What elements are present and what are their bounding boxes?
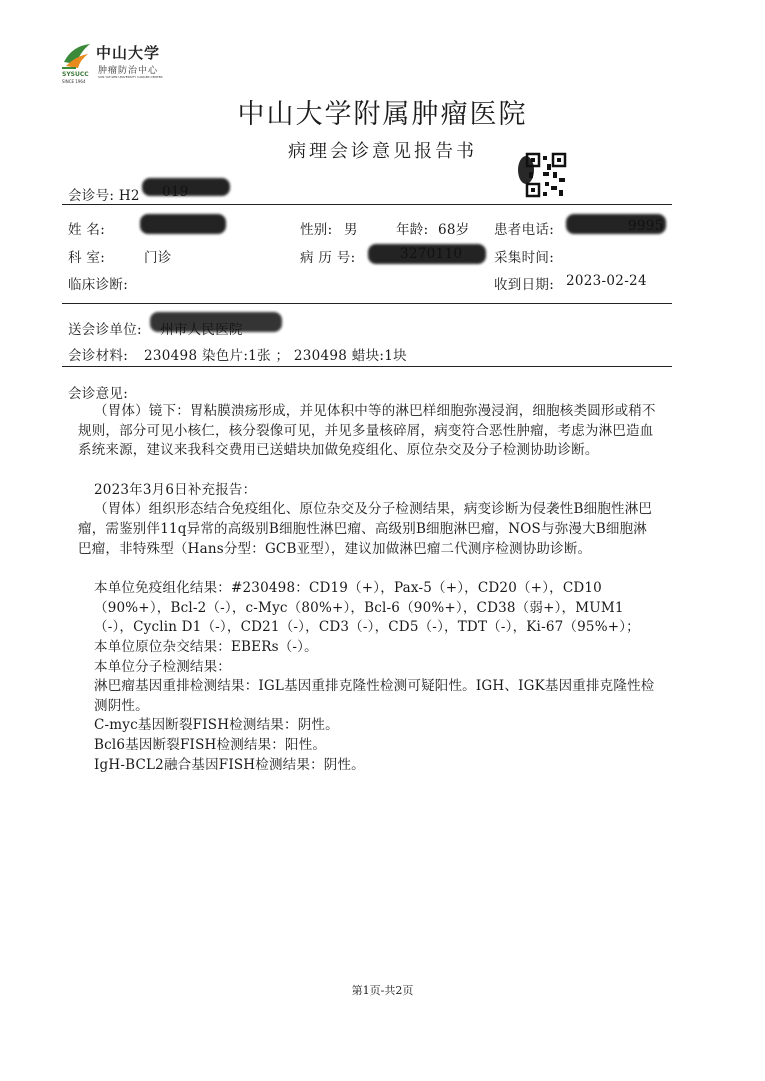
dept-label: 科 室: <box>68 250 106 266</box>
received-label: 收到日期: <box>494 277 555 293</box>
ish-results: 本单位原位杂交结果：EBERs（-）。 <box>94 638 318 655</box>
opinion-microscopy: （胃体）镜下：胃粘膜溃疡形成，并见体积中等的淋巴样细胞弥漫浸润，细胞核类圆形或稍不规则，部分可见小核仁，核分裂像可见，并见多量核碎屑，病变符合恶性肿瘤，考虑为淋巴造血系统来源，建议来我科交费用已送蜡块加做免疫组化、原位杂交及分子检测协助诊断。 <box>78 403 656 459</box>
collect-time-label: 采集时间: <box>494 250 555 266</box>
report-title: 病理会诊意见报告书 <box>288 141 477 162</box>
opinion-label: 会诊意见: <box>68 386 129 402</box>
unit-label: 送会诊单位: <box>68 322 142 338</box>
age-label: 年龄: <box>396 222 429 238</box>
redaction-patient-name <box>140 214 226 234</box>
molecular-cmyc: C-myc基因断裂FISH检测结果：阴性。 <box>94 717 339 734</box>
redaction-record <box>368 244 486 264</box>
redaction-consult-number <box>142 178 230 196</box>
logo-name-en: SUN YAT-SEN UNIVERSITY CANCER CENTER <box>98 75 163 79</box>
divider-bottom <box>62 366 672 367</box>
age-value: 68岁 <box>438 222 470 238</box>
material-value: 230498 染色片:1张 ； 230498 蜡块:1块 <box>144 348 407 364</box>
divider-top <box>62 204 672 205</box>
record-label: 病 历 号: <box>300 250 356 266</box>
logo-abbr: SYSUCC <box>62 71 89 78</box>
redaction-phone <box>566 214 666 234</box>
received-date: 2023-02-24 <box>566 273 647 289</box>
qr-code-icon <box>517 152 567 200</box>
gender-value: 男 <box>344 222 358 238</box>
divider-middle <box>62 303 672 304</box>
logo-subtitle-cn: 肿瘤防治中心 <box>98 66 159 76</box>
logo-since: SINCE 1964 <box>62 79 86 84</box>
name-label: 姓 名: <box>68 222 106 238</box>
gender-label: 性别: <box>300 222 333 238</box>
logo-name-cn: 中山大学 <box>96 44 161 62</box>
opinion-body <box>78 402 658 775</box>
sysucc-leaf-icon <box>62 42 92 70</box>
hospital-title: 中山大学附属肿瘤医院 <box>237 99 528 130</box>
consult-number-label: 会诊号: H2 <box>68 188 140 204</box>
diagnosis-label: 临床诊断: <box>68 277 129 293</box>
molecular-label: 本单位分子检测结果： <box>94 658 231 675</box>
page-number: 第1页-共2页 <box>351 984 414 997</box>
molecular-rearrangement: 淋巴瘤基因重排检测结果：IGL基因重排克隆性检测可疑阳性。IGH、IGK基因重排克隆性检测阴性。 <box>94 678 655 714</box>
hospital-logo <box>62 42 172 86</box>
dept-value: 门诊 <box>144 250 172 266</box>
phone-label: 患者电话: <box>494 222 555 238</box>
opinion-diagnosis: （胃体）组织形态结合免疫组化、原位杂交及分子检测结果，病变诊断为侵袭性B细胞性淋巴瘤，需鉴别伴11q异常的高级别B细胞性淋巴瘤、高级别B细胞淋巴瘤，NOS与弥漫大B细胞淋巴瘤，非特殊型（Hans分型：GCB亚型），建议加做淋巴瘤二代测序检测协助诊断。 <box>78 501 653 557</box>
material-label: 会诊材料: <box>68 348 129 364</box>
supplement-date: 2023年3月6日补充报告： <box>94 481 257 498</box>
redaction-unit <box>150 312 282 332</box>
molecular-igh-bcl2: IgH-BCL2融合基因FISH检测结果：阴性。 <box>94 756 365 773</box>
molecular-bcl6: Bcl6基因断裂FISH检测结果：阳性。 <box>94 736 327 753</box>
ihc-results: 本单位免疫组化结果：#230498：CD19（+），Pax-5（+），CD20（+），CD10（90%+），Bcl-2（-），c-Myc（80%+），Bcl-6（90%+），CD38（弱+），MUM1（-），Cyclin D1（-），CD21（-），CD3（-），CD5（-），TDT（-），Ki-67（95%+）； <box>94 580 640 636</box>
